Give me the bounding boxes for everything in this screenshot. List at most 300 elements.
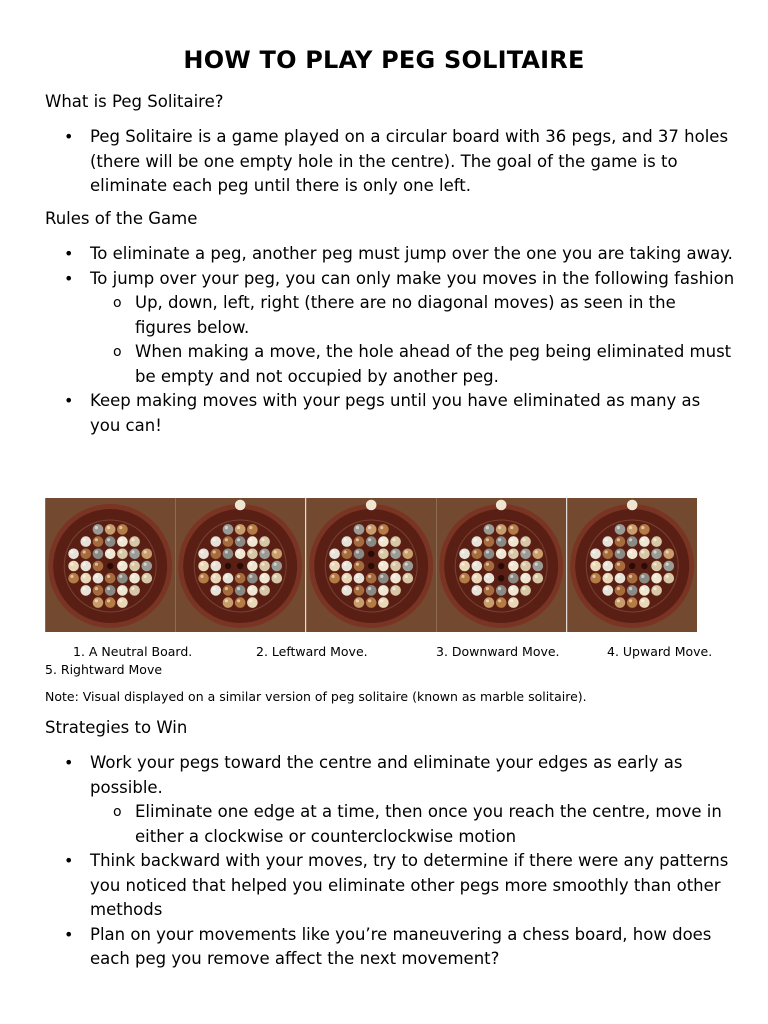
marble-highlight	[486, 575, 489, 578]
marble-highlight	[237, 587, 240, 590]
marble	[353, 549, 364, 560]
marble	[353, 597, 364, 608]
marble	[141, 573, 152, 584]
marble	[520, 549, 531, 560]
marble-highlight	[225, 550, 228, 553]
marble-highlight	[70, 575, 73, 578]
marble-highlight	[343, 575, 346, 578]
marble	[117, 524, 128, 535]
marble-highlight	[225, 599, 228, 602]
marble	[329, 549, 340, 560]
marble-highlight	[237, 599, 240, 602]
marble	[639, 573, 650, 584]
marble-highlight	[144, 563, 147, 566]
marble-highlight	[225, 587, 228, 590]
bullet-text: Peg Solitaire is a game played on a circular board with 36 pegs, and 37 holes (there will be one empty hole in the centre). The goal of the game is to eliminate each peg until there is only one left.	[90, 127, 729, 195]
marble-highlight	[665, 563, 668, 566]
marble-highlight	[510, 526, 513, 529]
marble	[211, 585, 222, 596]
marble	[199, 573, 210, 584]
marble-highlight	[107, 538, 110, 541]
marble-highlight	[510, 563, 513, 566]
marble-highlight	[83, 587, 86, 590]
board-figure-rightward	[567, 498, 697, 632]
board-image-3	[306, 498, 436, 632]
marble-highlight	[629, 526, 632, 529]
marble	[223, 573, 234, 584]
marble-highlight	[119, 587, 122, 590]
marble-highlight	[213, 587, 216, 590]
marble-highlight	[237, 575, 240, 578]
marble-highlight	[665, 575, 668, 578]
marble-highlight	[356, 550, 359, 553]
marble	[260, 585, 271, 596]
sub-bullet-text: When making a move, the hole ahead of the peg being eliminated must be empty and not occupied by another peg.	[135, 342, 732, 386]
marble	[117, 573, 128, 584]
marble-highlight	[83, 575, 86, 578]
marble	[472, 561, 483, 572]
marble-highlight	[250, 550, 253, 553]
marble	[105, 573, 116, 584]
marble-highlight	[331, 550, 334, 553]
marble-highlight	[131, 550, 134, 553]
marble-highlight	[95, 587, 98, 590]
marble-highlight	[225, 538, 228, 541]
marble	[626, 549, 637, 560]
marble	[129, 585, 140, 596]
marble	[353, 573, 364, 584]
marble-highlight	[356, 575, 359, 578]
sub-bullet-text: Up, down, left, right (there are no diagonal moves) as seen in the figures below.	[135, 293, 676, 337]
marble	[93, 536, 104, 547]
marble	[235, 549, 246, 560]
marble	[80, 585, 91, 596]
marble	[129, 536, 140, 547]
marble	[141, 561, 152, 572]
marble	[533, 573, 544, 584]
marble	[402, 573, 413, 584]
marble-highlight	[274, 550, 277, 553]
bullet-dot-icon: •	[64, 268, 74, 288]
marble	[484, 573, 495, 584]
marble	[390, 573, 401, 584]
marble	[353, 561, 364, 572]
marble	[590, 561, 601, 572]
marble	[378, 536, 389, 547]
rules-sub-list	[90, 291, 735, 389]
marble	[614, 585, 625, 596]
marble-highlight	[380, 550, 383, 553]
bullet-text: Work your pegs toward the centre and eliminate your edges as early as possible.	[90, 753, 683, 797]
bullet-text: To eliminate a peg, another peg must jump over the one you are taking away.	[90, 244, 733, 263]
marble	[602, 536, 613, 547]
marble-highlight	[523, 575, 526, 578]
marble	[651, 536, 662, 547]
marble-highlight	[343, 563, 346, 566]
marble	[626, 585, 637, 596]
marble-highlight	[629, 575, 632, 578]
marble	[366, 536, 377, 547]
marble-highlight	[474, 563, 477, 566]
strategies-sub-list	[90, 800, 735, 849]
marble-highlight	[486, 563, 489, 566]
marble-highlight	[131, 538, 134, 541]
marble-highlight	[119, 563, 122, 566]
marble-highlight	[262, 538, 265, 541]
bullet-dot-icon: •	[64, 127, 74, 146]
marble	[341, 585, 352, 596]
marble-highlight	[535, 563, 538, 566]
marble-highlight	[616, 550, 619, 553]
empty-hole	[107, 563, 113, 569]
marble-highlight	[95, 538, 98, 541]
marble	[68, 549, 79, 560]
section-heading-what-is: What is Peg Solitaire?	[45, 92, 224, 111]
marble	[223, 536, 234, 547]
marble	[260, 536, 271, 547]
section-heading-rules: Rules of the Game	[45, 209, 198, 228]
marble	[199, 549, 210, 560]
marble	[93, 573, 104, 584]
marble-highlight	[616, 587, 619, 590]
marble	[614, 573, 625, 584]
marble	[390, 536, 401, 547]
marble	[614, 549, 625, 560]
marble-highlight	[392, 575, 395, 578]
marble-highlight	[392, 563, 395, 566]
marble-highlight	[653, 550, 656, 553]
marble-highlight	[70, 563, 73, 566]
marble-highlight	[262, 563, 265, 566]
marble	[272, 549, 283, 560]
marble-highlight	[641, 575, 644, 578]
marble-highlight	[274, 575, 277, 578]
marble	[117, 585, 128, 596]
marble	[533, 561, 544, 572]
marble	[223, 549, 234, 560]
marble-highlight	[629, 599, 632, 602]
marble	[247, 536, 258, 547]
board-image-5	[567, 498, 697, 632]
bullet-dot-icon: •	[64, 851, 74, 870]
marble	[639, 585, 650, 596]
marble-highlight	[95, 526, 98, 529]
marble	[68, 561, 79, 572]
marble	[235, 500, 246, 511]
marble-highlight	[250, 563, 253, 566]
marble	[639, 549, 650, 560]
empty-hole	[225, 563, 231, 569]
marble-highlight	[474, 587, 477, 590]
marble-highlight	[404, 563, 407, 566]
marble-highlight	[131, 587, 134, 590]
marble-highlight	[641, 550, 644, 553]
marble	[247, 585, 258, 596]
marble-highlight	[119, 550, 122, 553]
marble-highlight	[83, 550, 86, 553]
marble	[639, 524, 650, 535]
marble-highlight	[629, 550, 632, 553]
marble	[626, 536, 637, 547]
marble	[378, 597, 389, 608]
marble	[353, 524, 364, 535]
list-item	[45, 242, 735, 267]
marble	[247, 561, 258, 572]
sub-list-item	[90, 800, 735, 849]
marble	[366, 524, 377, 535]
marble	[378, 549, 389, 560]
marble-highlight	[343, 538, 346, 541]
marble	[235, 536, 246, 547]
marble-highlight	[380, 563, 383, 566]
marble	[341, 536, 352, 547]
board-image-4	[436, 498, 566, 632]
marble	[80, 536, 91, 547]
marble-highlight	[498, 599, 501, 602]
marble	[520, 573, 531, 584]
marble-highlight	[213, 550, 216, 553]
bullet-dot-icon: •	[64, 924, 74, 944]
marble-highlight	[653, 538, 656, 541]
marble-highlight	[237, 538, 240, 541]
marble-highlight	[486, 550, 489, 553]
marble-highlight	[225, 526, 228, 529]
marble	[508, 597, 519, 608]
marble	[626, 524, 637, 535]
board-image-1	[45, 498, 175, 632]
marble-highlight	[392, 587, 395, 590]
marble	[129, 561, 140, 572]
marble	[247, 573, 258, 584]
marble	[484, 585, 495, 596]
marble-highlight	[380, 599, 383, 602]
marble-highlight	[641, 526, 644, 529]
marble	[366, 573, 377, 584]
marble	[341, 561, 352, 572]
marble-highlight	[653, 587, 656, 590]
marble-highlight	[653, 563, 656, 566]
marble-highlight	[331, 575, 334, 578]
marble	[602, 573, 613, 584]
board-figure-downward	[306, 498, 436, 632]
marble	[93, 524, 104, 535]
marble-highlight	[237, 550, 240, 553]
marble	[472, 573, 483, 584]
marble-highlight	[131, 575, 134, 578]
marble	[484, 536, 495, 547]
marble-highlight	[262, 575, 265, 578]
marble	[590, 549, 601, 560]
marble-highlight	[535, 575, 538, 578]
marble-highlight	[250, 526, 253, 529]
rules-bullet-list	[45, 242, 735, 438]
marble-highlight	[523, 563, 526, 566]
marble	[105, 536, 116, 547]
marble-highlight	[107, 550, 110, 553]
marble-highlight	[604, 575, 607, 578]
sub-list-item	[90, 340, 735, 389]
bullet-text: Plan on your movements like you’re maneuvering a chess board, how does each peg you remove affect the next movement?	[90, 924, 712, 968]
marble-highlight	[474, 550, 477, 553]
marble	[496, 597, 507, 608]
marble	[329, 573, 340, 584]
sub-bullet-text: Eliminate one edge at a time, then once you reach the centre, move in either a clockwise or counterclockwise motion	[135, 802, 722, 846]
marble	[520, 585, 531, 596]
marble	[223, 597, 234, 608]
marble-highlight	[592, 550, 595, 553]
marble	[626, 500, 637, 511]
marble	[651, 549, 662, 560]
marble-highlight	[486, 587, 489, 590]
marble-highlight	[474, 575, 477, 578]
marble-highlight	[70, 550, 73, 553]
marble-highlight	[107, 587, 110, 590]
marble	[211, 561, 222, 572]
marble-highlight	[213, 575, 216, 578]
marble-highlight	[356, 526, 359, 529]
marble	[496, 524, 507, 535]
sub-bullet-icon: o	[113, 344, 122, 360]
marble	[260, 549, 271, 560]
marble	[508, 524, 519, 535]
bullet-text: To jump over your peg, you can only make you moves in the following fashion	[90, 268, 735, 288]
marble-highlight	[144, 550, 147, 553]
marble	[496, 536, 507, 547]
marble	[329, 561, 340, 572]
marble	[614, 561, 625, 572]
marble-highlight	[486, 599, 489, 602]
marble-highlight	[213, 538, 216, 541]
marble	[260, 573, 271, 584]
marble-highlight	[250, 575, 253, 578]
marble	[508, 536, 519, 547]
marble	[508, 573, 519, 584]
marble	[366, 500, 377, 511]
marble-highlight	[237, 526, 240, 529]
marble-highlight	[343, 550, 346, 553]
marble	[341, 573, 352, 584]
marble	[484, 561, 495, 572]
marble	[235, 573, 246, 584]
marble-highlight	[131, 563, 134, 566]
marble	[105, 585, 116, 596]
marble	[80, 561, 91, 572]
bullet-text: Think backward with your moves, try to determine if there were any patterns you noticed that helped you eliminate other pegs more smoothly than other methods	[90, 851, 729, 919]
marble	[402, 549, 413, 560]
marble-highlight	[604, 550, 607, 553]
bullet-text: Keep making moves with your pegs until you have eliminated as many as you can!	[90, 391, 701, 435]
marble-highlight	[368, 575, 371, 578]
list-item	[45, 923, 735, 972]
marble-highlight	[510, 599, 513, 602]
marble-highlight	[262, 587, 265, 590]
marble	[484, 549, 495, 560]
board-image-2	[175, 498, 305, 632]
marble-highlight	[201, 550, 204, 553]
marble	[247, 597, 258, 608]
marble	[484, 524, 495, 535]
marble-highlight	[392, 550, 395, 553]
marble	[459, 561, 470, 572]
marble	[402, 561, 413, 572]
marble-highlight	[343, 587, 346, 590]
marble-highlight	[523, 587, 526, 590]
marble	[141, 549, 152, 560]
empty-hole	[237, 563, 243, 569]
marble-highlight	[665, 550, 668, 553]
page-title: HOW TO PLAY PEG SOLITAIRE	[183, 46, 585, 74]
marble	[614, 524, 625, 535]
marble-highlight	[95, 550, 98, 553]
marble	[105, 549, 116, 560]
marble	[639, 597, 650, 608]
marble-highlight	[604, 563, 607, 566]
marble-highlight	[144, 575, 147, 578]
marble	[496, 549, 507, 560]
marble	[459, 573, 470, 584]
marble	[508, 561, 519, 572]
marble	[639, 536, 650, 547]
marble-highlight	[119, 575, 122, 578]
marble	[366, 597, 377, 608]
marble-highlight	[380, 526, 383, 529]
marble-highlight	[213, 563, 216, 566]
marble	[378, 524, 389, 535]
marble-highlight	[498, 538, 501, 541]
marble-highlight	[616, 575, 619, 578]
marble-highlight	[462, 575, 465, 578]
marble	[520, 536, 531, 547]
marble	[117, 536, 128, 547]
marble	[93, 597, 104, 608]
marble-highlight	[119, 538, 122, 541]
marble-highlight	[83, 563, 86, 566]
marble	[663, 573, 674, 584]
marble-highlight	[535, 550, 538, 553]
figure-caption-3: 3. Downward Move.	[436, 644, 560, 659]
marble-highlight	[510, 538, 513, 541]
marble	[129, 549, 140, 560]
marble	[651, 573, 662, 584]
marble	[472, 549, 483, 560]
marble	[223, 585, 234, 596]
sub-bullet-icon: o	[113, 295, 122, 311]
marble	[626, 597, 637, 608]
marble	[378, 585, 389, 596]
sub-bullet-icon: o	[113, 804, 122, 820]
marble-highlight	[641, 538, 644, 541]
marble	[533, 549, 544, 560]
marble-highlight	[616, 538, 619, 541]
marble	[353, 536, 364, 547]
marble-highlight	[380, 587, 383, 590]
empty-hole	[498, 563, 504, 569]
marble-highlight	[201, 575, 204, 578]
marble	[651, 561, 662, 572]
marble	[508, 549, 519, 560]
marble	[105, 597, 116, 608]
marble	[378, 573, 389, 584]
marble	[390, 549, 401, 560]
figure-caption-1: 1. A Neutral Board.	[73, 644, 193, 659]
marble	[235, 597, 246, 608]
bullet-dot-icon: •	[64, 244, 74, 263]
figure-note: Note: Visual displayed on a similar version of peg solitaire (known as marble solitaire).	[45, 689, 587, 704]
section-heading-strategies: Strategies to Win	[45, 718, 188, 737]
marble	[484, 597, 495, 608]
marble-highlight	[404, 575, 407, 578]
marble-highlight	[368, 599, 371, 602]
